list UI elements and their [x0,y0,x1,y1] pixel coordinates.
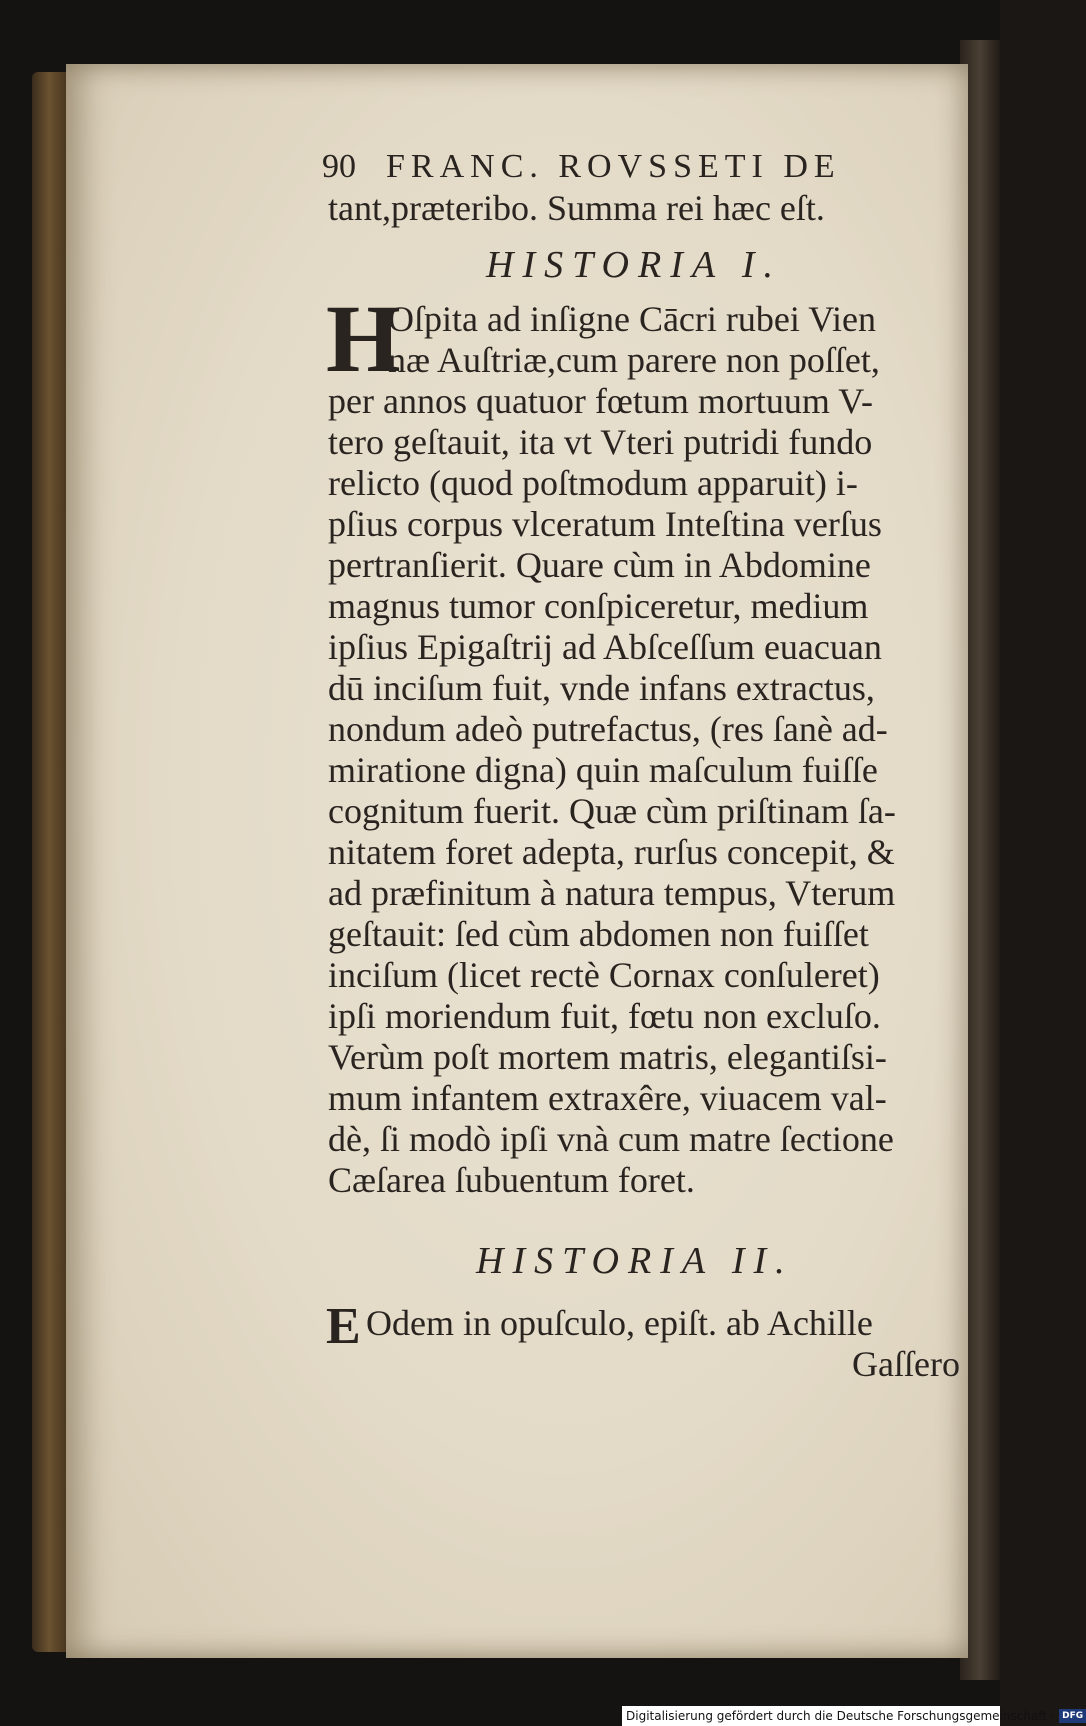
text-line: dū inciſum fuit, vnde infans extractus, [328,668,875,708]
section-heading-2: HISTORIA II. [476,1240,794,1282]
page-text-block [322,148,968,1385]
text-line: nitatem foret adepta, rurſus concepit, & [328,832,895,872]
text-line: tero geſtauit, ita vt Vteri putridi fundo [328,422,873,462]
section-heading-1: HISTORIA I. [486,244,783,286]
text-line: næ Auſtriæ,cum parere non poſſet, [388,340,880,380]
text-line: Cæſarea ſubuentum foret. [328,1160,695,1200]
page-number: 90 [322,148,356,185]
drop-cap: E [326,1298,361,1355]
text-line: Odem in opuſculo, epiſt. ab Achille [366,1303,873,1343]
text-line: pertranſierit. Quare cùm in Abdomine [328,545,871,585]
paragraph-historia-2 [326,1298,968,1385]
paragraph-historia-1 [326,285,968,1201]
text-line: geſtauit: ſed cùm abdomen non fuiſſet [328,914,869,954]
text-line: cognitum fuerit. Quæ cùm priſtinam ſa- [328,791,896,831]
running-head [322,148,968,186]
text-line: inciſum (licet rectè Cornax conſuleret) [328,955,880,995]
digitization-footer [622,1706,1084,1726]
footer-credit: Digitalisierung gefördert durch die Deutsche Forschungsgemeinschaft - [626,1709,1056,1723]
text-line: magnus tumor conſpiceretur, medium [328,586,869,626]
text-line: ipſi moriendum fuit, fœtu non excluſo. [328,996,881,1036]
catchword: Gaſſero [852,1344,960,1384]
text-line: Oſpita ad inſigne Cācri rubei Vien [388,299,877,339]
text-line: tant,præteribo. Summa rei hæc eſt. [328,188,825,228]
text-line: per annos quatuor fœtum mortuum V- [328,381,873,421]
text-line: pſius corpus vlceratum Inteſtina verſus [328,504,882,544]
dfg-logo: DFG [1059,1709,1086,1723]
text-line: Verùm poſt mortem matris, elegantiſsi- [328,1037,887,1077]
text-line: relicto (quod poſtmodum apparuit) i- [328,463,858,503]
text-line: dè, ſi modò ipſi vnà cum matre ſectione [328,1119,894,1159]
running-title: FRANC. ROVSSETI DE [386,148,841,185]
drop-cap: H [326,285,401,392]
text-line: mum infantem extraxêre, viuacem val- [328,1078,887,1118]
text-line: nondum adeò putrefactus, (res ſanè ad- [328,709,888,749]
text-line: miratione digna) quin maſculum fuiſſe [328,750,878,790]
text-line: ad præfinitum à natura tempus, Vterum [328,873,896,913]
text-line: ipſius Epigaſtrij ad Abſceſſum euacuan [328,627,882,667]
